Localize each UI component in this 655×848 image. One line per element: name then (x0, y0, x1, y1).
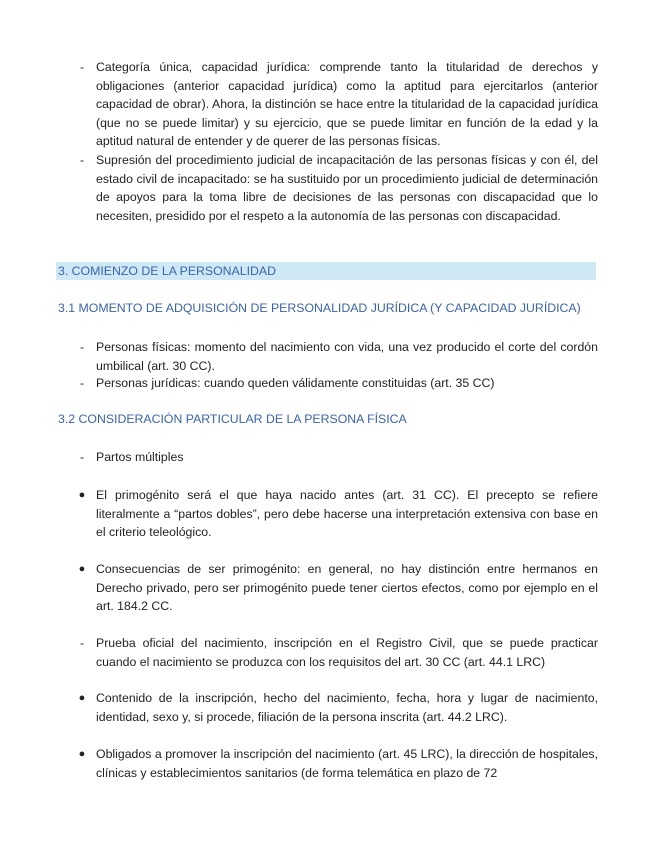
list-item-contenido-inscripcion: Contenido de la inscripción, hecho del nacimiento, fecha, hora y lugar de nacimiento, identidad, sexo y, si procede, filiación de la persona inscrita (art. 44.2 LRC). (96, 691, 598, 724)
subsection-3-1-heading: 3.1 MOMENTO DE ADQUISICIÓN DE PERSONALIDAD JURÍDICA (Y CAPACIDAD JURÍDICA) (58, 301, 581, 315)
list-item-supresion-incapacitacion: Supresión del procedimiento judicial de incapacitación de las personas físicas y con él, del estado civil de incapacitado: se ha sustituido por un procedimiento judicial de determinación de apoyos para la toma libre de decisiones de las personas con discapacidad que lo necesiten, presidido por el respeto a la autonomía de las personas con discapacidad. (96, 153, 598, 223)
list-marker: - (79, 376, 85, 390)
list-marker: - (79, 153, 85, 167)
list-item-capacidad-juridica: Categoría única, capacidad jurídica: comprende tanto la titularidad de derechos y obligaciones (anterior capacidad jurídica) como la aptitud para ejercitarlos (anterior capacidad de obrar). Ahora, la distinción se hace entre la titularidad de la capacidad jurídica (que no se puede limitar) y su ejercicio, que se puede limitar en función de la edad y la aptitud natural de entender y de querer de las personas físicas. (96, 60, 598, 149)
list-item-prueba-nacimiento: Prueba oficial del nacimiento, inscripción en el Registro Civil, que se puede practicar cuando el nacimiento se produzca con los requisitos del art. 30 CC (art. 44.1 LRC) (96, 636, 598, 669)
list-marker: - (79, 60, 85, 74)
list-item-consecuencias-primogenito: Consecuencias de ser primogénito: en general, no hay distinción entre hermanos en Derecho privado, pero ser primogénito puede tener ciertos efectos, como por ejemplo en el art. 184.2 CC. (96, 562, 598, 614)
bullet-dot-icon: ● (78, 489, 86, 501)
bullet-dot-icon: ● (78, 563, 86, 575)
list-marker: - (79, 450, 85, 464)
list-item-primogenito: El primogénito será el que haya nacido antes (art. 31 CC). El precepto se refiere literalmente a “partos dobles”, pero debe hacerse una interpretación extensiva con base en el criterio teleológico. (96, 488, 598, 540)
list-item-personas-fisicas: Personas físicas: momento del nacimiento con vida, una vez producido el corte del cordón umbilical (art. 30 CC). (96, 340, 598, 373)
list-marker: - (79, 636, 85, 650)
list-marker: - (79, 340, 85, 354)
subsection-3-2-heading: 3.2 CONSIDERACIÓN PARTICULAR DE LA PERSONA FÍSICA (58, 412, 407, 426)
bullet-dot-icon: ● (78, 692, 86, 704)
list-item-personas-juridicas: Personas jurídicas: cuando queden válidamente constituidas (art. 35 CC) (96, 376, 495, 390)
section-3-heading: 3. COMIENZO DE LA PERSONALIDAD (58, 264, 276, 278)
list-item-obligados-inscripcion: Obligados a promover la inscripción del nacimiento (art. 45 LRC), la dirección de hospitales, clínicas y establecimientos sanitarios (de forma telemática en plazo de 72 (96, 747, 598, 780)
list-item-partos-multiples: Partos múltiples (96, 450, 184, 464)
bullet-dot-icon: ● (78, 748, 86, 760)
